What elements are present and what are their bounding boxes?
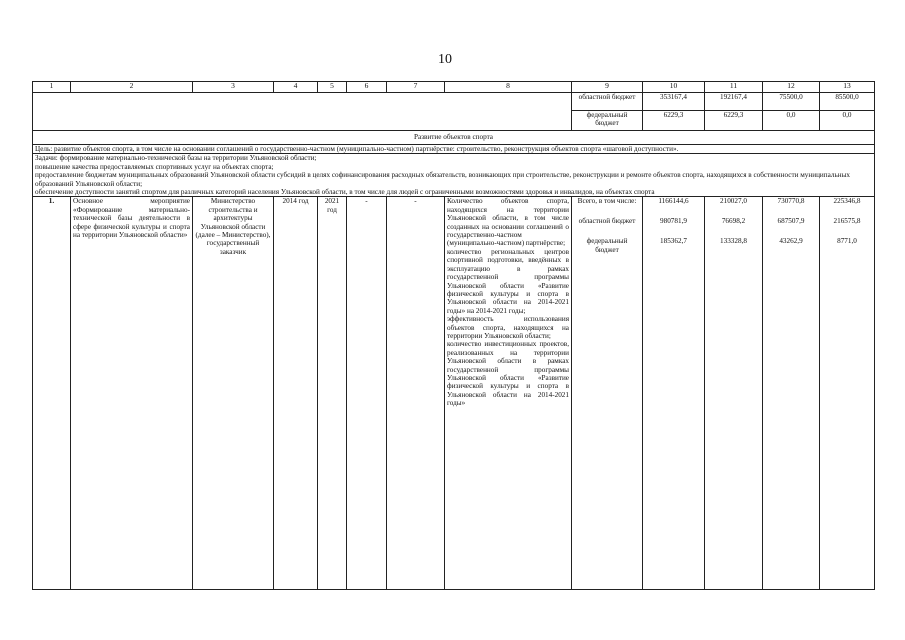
value-cell: 225346,8 <box>833 197 861 206</box>
value-cell: 216575,8 <box>833 217 861 226</box>
item-executor: Министерство строительства и архитектуры Ульяновской области (далее – Министерство), государственный заказчик <box>193 197 274 590</box>
header-cell: 8 <box>445 82 572 93</box>
budget-label: областной бюджет <box>572 93 643 111</box>
value-cell: 43262,9 <box>779 237 803 246</box>
value-cell: 1166144,6 <box>658 197 689 206</box>
budget-label: федеральный бюджет <box>572 111 643 131</box>
header-cell: 2 <box>71 82 193 93</box>
value-cell: 133328,8 <box>720 237 747 246</box>
value-cell: 353167,4 <box>643 93 705 111</box>
funding-col11 <box>705 197 763 590</box>
header-cell: 5 <box>318 82 347 93</box>
section-title: Развитие объектов спорта <box>33 131 875 145</box>
header-cell: 3 <box>193 82 274 93</box>
header-cell: 7 <box>387 82 445 93</box>
value-cell: 75500,0 <box>763 93 820 111</box>
budget-table <box>32 81 875 590</box>
header-cell: 13 <box>820 82 875 93</box>
item-number: 1. <box>33 197 71 590</box>
value-cell: 6229,3 <box>643 111 705 131</box>
tasks-text: Задачи: формирование материально-технической базы на территории Ульяновской области; повышение качества предоставляемых спортивных услуг на объектах спорта; предоставление бюджетам муниципальных образований Ульяновской области субсидий в целях софинансирования расходных обязательств, возникающих при строительстве, реконструкции и ремонте объектов спорта, находящихся в собственности муниципальных образований Ульяновской области; обеспечение доступности занятий спортом для различных категорий населения Ульяновской области, в том числе для людей с ограниченными возможностями здоровья и инвалидов, на объектах спорта <box>33 154 875 197</box>
year-end: 2021 год <box>318 197 347 590</box>
col7-value: - <box>387 197 445 590</box>
goal-row <box>33 145 875 154</box>
header-cell: 10 <box>643 82 705 93</box>
value-cell: 185362,7 <box>660 237 687 246</box>
value-cell: 85500,0 <box>820 93 875 111</box>
year-start: 2014 год <box>274 197 318 590</box>
value-cell: 8771,0 <box>837 237 857 246</box>
item-row <box>33 197 875 590</box>
tasks-row <box>33 154 875 197</box>
value-cell: 0,0 <box>820 111 875 131</box>
funding-col12 <box>763 197 820 590</box>
funding-label: федеральный бюджет <box>586 237 628 254</box>
section-row <box>33 131 875 145</box>
funding-labels <box>572 197 643 590</box>
header-cell: 11 <box>705 82 763 93</box>
top-row <box>33 93 875 111</box>
funding-col10 <box>643 197 705 590</box>
indicators-text: Количество объектов спорта, находящихся на территории Ульяновской области, в том числе созданных на основании соглашений о государственно-частном (муниципально-частном) партнёрстве; количество региональных центров спортивной подготовки, введённых в эксплуатацию в рамках государственной программы Ульяновской области «Развитие физической культуры и спорта в Ульяновской области на 2014-2021 годы» на 2014-2021 годы; эффективность использования объектов спорта, находящихся на территории Ульяновской области; количество инвестиционных проектов, реализованных на территории Ульяновской области в рамках государственной программы Ульяновской области «Развитие физической культуры и спорта в Ульяновской области на 2014-2021 годы» <box>445 197 572 590</box>
funding-col13 <box>820 197 875 590</box>
item-name: Основное мероприятие «Формирование материально-технической базы деятельности в сфере физической культуры и спорта на территории Ульяновской области» <box>71 197 193 590</box>
col6-value: - <box>347 197 387 590</box>
empty-cell <box>33 93 572 131</box>
value-cell: 210027,0 <box>720 197 747 206</box>
value-cell: 730770,8 <box>777 197 805 206</box>
value-cell: 192167,4 <box>705 93 763 111</box>
value-cell: 0,0 <box>763 111 820 131</box>
page-number: 10 <box>438 52 452 67</box>
header-cell: 4 <box>274 82 318 93</box>
header-cell: 9 <box>572 82 643 93</box>
goal-text: Цель: развитие объектов спорта, в том числе на основании соглашений о государственно-частном (муниципально-частном) партнёрстве: строительство, реконструкция объектов спорта «шаговой доступности». <box>33 145 875 154</box>
value-cell: 76698,2 <box>721 217 746 226</box>
header-row <box>33 82 875 93</box>
funding-label: Всего, в том числе: <box>577 197 637 206</box>
value-cell: 687507,9 <box>777 217 805 226</box>
header-cell: 1 <box>33 82 71 93</box>
header-cell: 12 <box>763 82 820 93</box>
funding-label: областной бюджет <box>578 217 636 226</box>
value-cell: 980781,9 <box>660 217 687 226</box>
value-cell: 6229,3 <box>705 111 763 131</box>
header-cell: 6 <box>347 82 387 93</box>
